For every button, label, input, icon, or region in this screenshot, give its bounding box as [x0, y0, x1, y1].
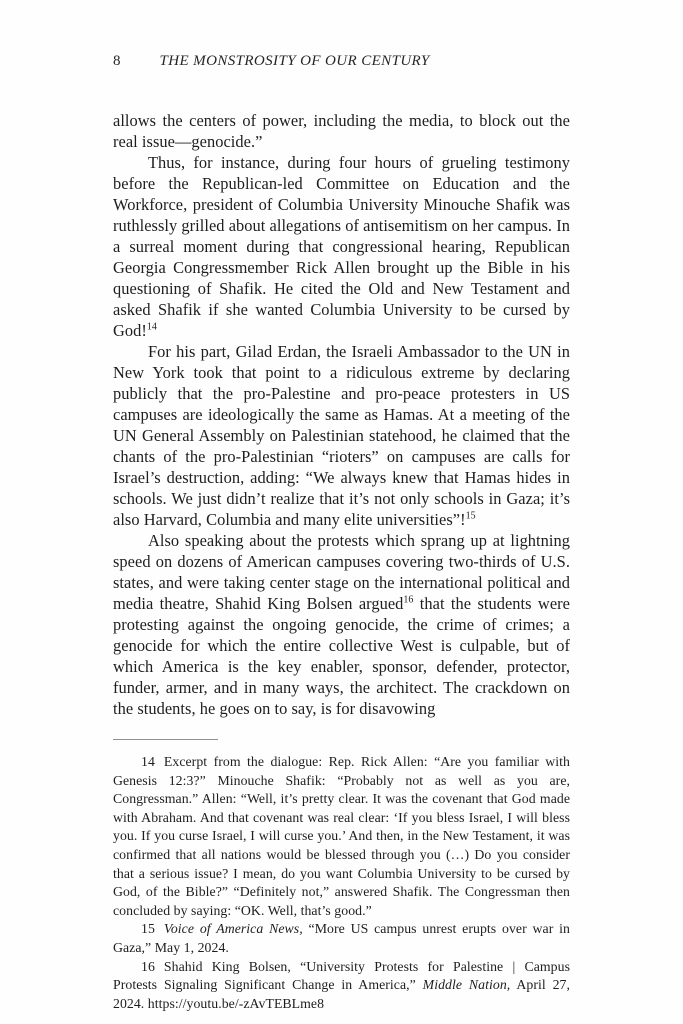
footnote-ref-14: 14: [146, 321, 157, 333]
body-paragraph: [113, 341, 570, 530]
paragraph-text: that the students were protesting against the ongoing genocide, the crime of crimes; a genocide for which the entire collective West is culpable, but of which America is the key enabler, sponsor, defender, protector, funder, armer, and in many ways, the architect. The crackdown on the students, he goes on to say, is for disavowing: [113, 594, 570, 718]
page-number: 8: [113, 53, 121, 69]
body-text: [113, 110, 570, 719]
footnote-separator: [113, 739, 218, 740]
footnote-text: “More US campus unrest erupts over war in Gaza,” May 1, 2024.: [113, 921, 570, 955]
paragraph-text: Also speaking about the protests which sprang up at lightning speed on dozens of American campuses covering two-thirds of U.S. states, and were taking center stage on the international political and media theatre, Shahid King Bolsen argued: [113, 531, 570, 613]
footnote-ref-15: 15: [465, 510, 476, 522]
running-header: [113, 53, 570, 69]
running-title: THE MONSTROSITY OF OUR CENTURY: [159, 53, 430, 69]
paragraph-text: Thus, for instance, during four hours of grueling testimony before the Republican-led Committee on Education and the Workforce, president of Columbia University Minouche Shafik was ruthlessly grilled about allegations of antisemitism on her campus. In a surreal moment during that congressional hearing, Republican Georgia Congressmember Rick Allen brought up the Bible in his questioning of Shafik. He cited the Old and New Testament and asked Shafik if she wanted Columbia University to be cursed by God!: [113, 153, 570, 340]
page-content: [113, 53, 570, 1013]
footnote-source-italic: Voice of America News,: [163, 921, 303, 937]
footnotes-block: [113, 753, 570, 1013]
paragraph-text: allows the centers of power, including the media, to block out the real issue—genocide.”: [113, 111, 570, 151]
footnote-text: Shahid King Bolsen, “University Protests for Palestine | Campus Protests Signaling Significant Change in America,”: [113, 958, 570, 993]
body-paragraph: [113, 152, 570, 341]
body-paragraph: [113, 110, 570, 152]
footnote-text: Excerpt from the dialogue: Rep. Rick Allen: “Are you familiar with Genesis 12:3?” Minouche Shafik: “Probably not as well as you are, Congressman.” Allen: “Well, it’s pretty clear. It was the covenant that God made with Abraham. And that covenant was real clear: ‘If you bless Israel, I will bless you. If you curse Israel, I will curse you.’ And then, in the New Testament, it was confirmed that all nations would be blessed through you (…) Do you consider that a serious issue? I mean, do you want Columbia University to be cursed by God, of the Bible?” “Definitely not,” answered Shafik. The Congressman then concluded by saying: “OK. Well, that’s good.”: [113, 754, 570, 918]
footnote: [113, 958, 570, 1014]
footnote-text: April 27, 2024. https://youtu.be/-zAvTEBLme8: [113, 977, 570, 1011]
footnote-ref-16: 16: [403, 594, 414, 606]
body-paragraph: [113, 530, 570, 719]
footnote-number: 14: [141, 754, 155, 769]
footnote-number: 16: [141, 958, 155, 974]
footnote-source-italic: Middle Nation,: [422, 977, 511, 993]
footnote-number: 15: [141, 921, 155, 937]
footnote: [113, 753, 570, 920]
footnote: [113, 920, 570, 957]
paragraph-text: For his part, Gilad Erdan, the Israeli Ambassador to the UN in New York took that point to a ridiculous extreme by declaring publicly that the pro-Palestine and pro-peace protesters in US campuses are ideologically the same as Hamas. At a meeting of the UN General Assembly on Palestinian statehood, he claimed that the chants of the pro-Palestinian “rioters” on campuses are calls for Israel’s destruction, adding: “We always knew that Hamas hides in schools. We just didn’t realize that it’s not only schools in Gaza; it’s also Harvard, Columbia and many elite universities”!: [113, 342, 570, 529]
